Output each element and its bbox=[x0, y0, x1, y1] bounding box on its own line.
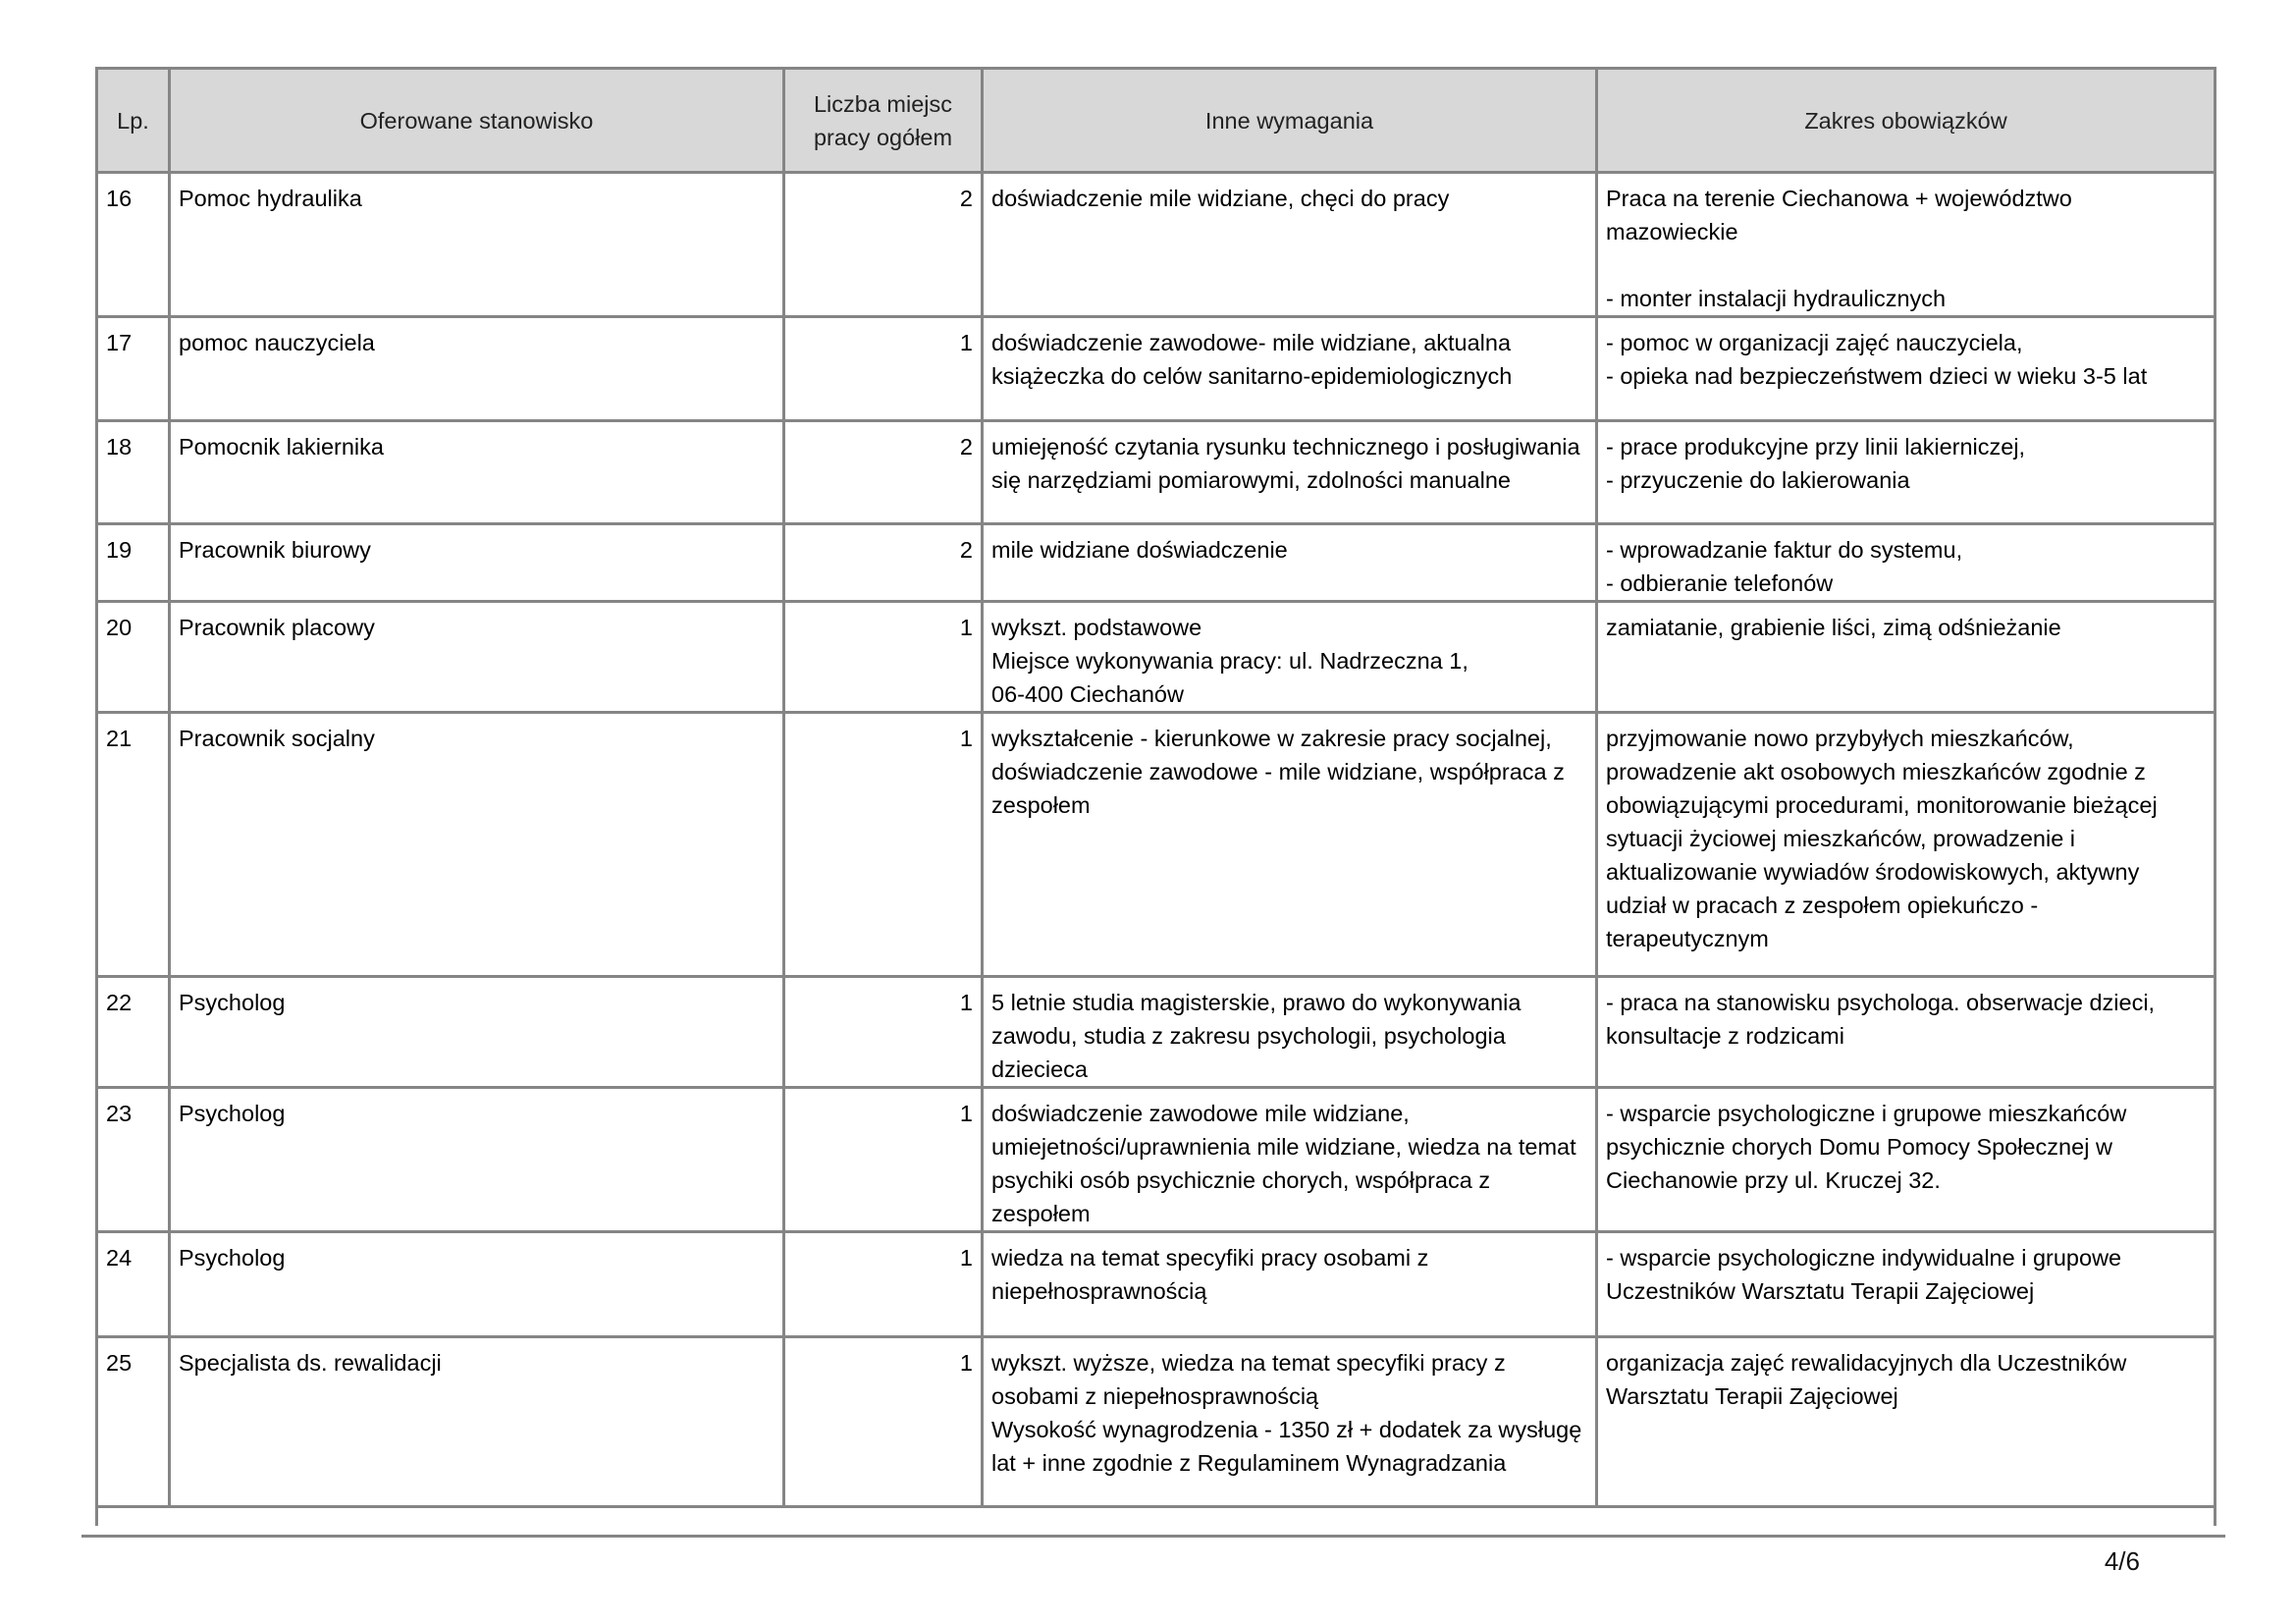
row-count: 1 bbox=[959, 615, 973, 640]
row-count: 1 bbox=[959, 1101, 973, 1126]
header-requirements: Inne wymagania bbox=[983, 69, 1597, 173]
row-requirements: 5 letnie studia magisterskie, prawo do wykonywania zawodu, studia z zakresu psychologii, psychologia dziecieca bbox=[991, 990, 1522, 1082]
table-row bbox=[97, 602, 2216, 713]
row-requirements: doświadczenie zawodowe- mile widziane, aktualna książeczka do celów sanitarno-epidemiologicznych bbox=[991, 330, 1513, 389]
header-lp: Lp. bbox=[97, 69, 170, 173]
table-row bbox=[97, 977, 2216, 1088]
row-count: 1 bbox=[959, 726, 973, 751]
row-duties: - wsparcie psychologiczne indywidualne i grupowe Uczestników Warsztatu Terapii Zajęciowej bbox=[1606, 1245, 2122, 1304]
row-requirements: doświadczenie mile widziane, chęci do pracy bbox=[991, 186, 1450, 211]
table-row bbox=[97, 421, 2216, 524]
row-position: Pomocnik lakiernika bbox=[179, 434, 384, 460]
row-position: Specjalista ds. rewalidacji bbox=[179, 1350, 442, 1376]
row-position: Psycholog bbox=[179, 1101, 286, 1126]
row-position: Psycholog bbox=[179, 1245, 286, 1271]
row-lp: 20 bbox=[106, 615, 133, 640]
row-position: pomoc nauczyciela bbox=[179, 330, 375, 355]
row-lp: 25 bbox=[106, 1350, 133, 1376]
row-lp: 22 bbox=[106, 990, 133, 1015]
row-requirements: wiedza na temat specyfiki pracy osobami z niepełnosprawnością bbox=[991, 1245, 1429, 1304]
row-requirements: umiejęność czytania rysunku technicznego i posługiwania się narzędziami pomiarowymi, zdolności manualne bbox=[991, 434, 1580, 493]
job-offers-table bbox=[95, 67, 2216, 1526]
table-row bbox=[97, 173, 2216, 317]
row-position: Psycholog bbox=[179, 990, 286, 1015]
row-duties: - praca na stanowisku psychologa. obserwacje dzieci, konsultacje z rodzicami bbox=[1606, 990, 2156, 1049]
row-count: 1 bbox=[959, 990, 973, 1015]
row-count: 2 bbox=[959, 186, 973, 211]
row-duties: zamiatanie, grabienie liści, zimą odśnieżanie bbox=[1606, 615, 2061, 640]
row-requirements: wykszt. podstawowe Miejsce wykonywania pracy: ul. Nadrzeczna 1, 06-400 Ciechanów bbox=[991, 615, 1468, 707]
row-lp: 18 bbox=[106, 434, 133, 460]
table-row bbox=[97, 713, 2216, 977]
header-duties: Zakres obowiązków bbox=[1597, 69, 2216, 173]
row-duties: Praca na terenie Ciechanowa + województwo mazowieckie - monter instalacji hydraulicznych bbox=[1606, 186, 2072, 311]
row-duties: - wprowadzanie faktur do systemu, - odbieranie telefonów bbox=[1606, 537, 1963, 596]
row-count: 1 bbox=[959, 1245, 973, 1271]
header-position: Oferowane stanowisko bbox=[170, 69, 784, 173]
row-lp: 23 bbox=[106, 1101, 133, 1126]
row-count: 2 bbox=[959, 537, 973, 563]
footer-divider bbox=[81, 1535, 2225, 1538]
row-lp: 24 bbox=[106, 1245, 133, 1271]
row-requirements: doświadczenie zawodowe mile widziane, umiejetności/uprawnienia mile widziane, wiedza na temat psychiki osób psychicznie chorych, współpraca z zespołem bbox=[991, 1101, 1576, 1226]
row-duties: - prace produkcyjne przy linii lakierniczej, - przyuczenie do lakierowania bbox=[1606, 434, 2026, 493]
table-row bbox=[97, 1232, 2216, 1337]
row-position: Pracownik socjalny bbox=[179, 726, 375, 751]
row-duties: organizacja zajęć rewalidacyjnych dla Uczestników Warsztatu Terapii Zajęciowej bbox=[1606, 1350, 2127, 1409]
row-lp: 17 bbox=[106, 330, 133, 355]
header-count: Liczba miejsc pracy ogółem bbox=[784, 69, 983, 173]
row-count: 2 bbox=[959, 434, 973, 460]
page-number: 4/6 bbox=[2104, 1546, 2140, 1576]
row-position: Pomoc hydraulika bbox=[179, 186, 362, 211]
row-requirements: wykszt. wyższe, wiedza na temat specyfiki pracy z osobami z niepełnosprawnością Wysokość wynagrodzenia - 1350 zł + dodatek za wysługę lat + inne zgodnie z Regulaminem Wynagradzania bbox=[991, 1350, 1582, 1476]
row-count: 1 bbox=[959, 1350, 973, 1376]
table-row bbox=[97, 1088, 2216, 1232]
table-row bbox=[97, 317, 2216, 421]
row-duties: - wsparcie psychologiczne i grupowe mieszkańców psychicznie chorych Domu Pomocy Społecznej w Ciechanowie przy ul. Kruczej 32. bbox=[1606, 1101, 2127, 1193]
row-lp: 19 bbox=[106, 537, 133, 563]
row-count: 1 bbox=[959, 330, 973, 355]
row-duties: przyjmowanie nowo przybyłych mieszkańców, prowadzenie akt osobowych mieszkańców zgodnie z obowiązującymi procedurami, monitorowanie bieżącej sytuacji życiowej mieszkańców, prowadzenie i aktualizowanie wywiadów środowiskowych, aktywny udział w pracach z zespołem opiekuńczo - terapeutycznym bbox=[1606, 726, 2158, 951]
row-position: Pracownik placowy bbox=[179, 615, 375, 640]
table-header-row bbox=[97, 69, 2216, 173]
row-duties: - pomoc w organizacji zajęć nauczyciela, - opieka nad bezpieczeństwem dzieci w wieku 3-5 lat bbox=[1606, 330, 2148, 389]
row-lp: 21 bbox=[106, 726, 133, 751]
row-lp: 16 bbox=[106, 186, 133, 211]
row-position: Pracownik biurowy bbox=[179, 537, 371, 563]
table-row-continuation bbox=[97, 1507, 2216, 1527]
row-requirements: mile widziane doświadczenie bbox=[991, 537, 1288, 563]
table-row bbox=[97, 1337, 2216, 1507]
row-requirements: wykształcenie - kierunkowe w zakresie pracy socjalnej, doświadczenie zawodowe - mile widziane, współpraca z zespołem bbox=[991, 726, 1565, 818]
table-row bbox=[97, 524, 2216, 602]
